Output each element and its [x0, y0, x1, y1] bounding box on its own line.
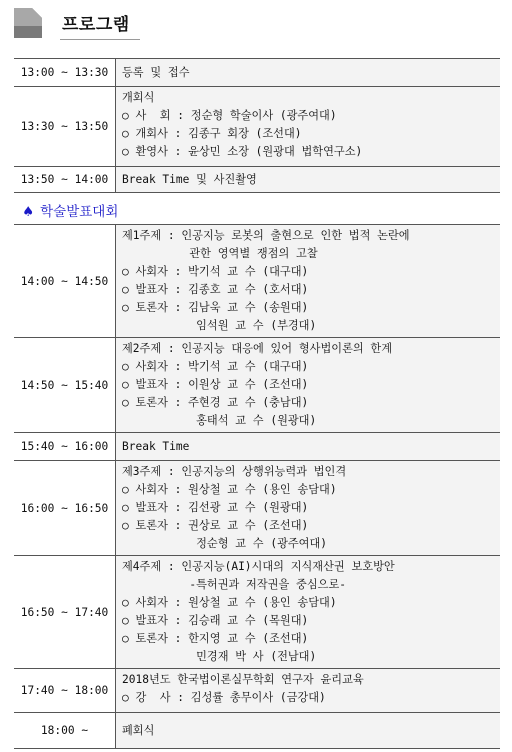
description-line: 관한 영역별 쟁점의 고찰 — [122, 247, 318, 260]
description-line: 홍태석 교 수 (원광대) — [122, 414, 317, 427]
description-line: Break Time — [122, 439, 190, 453]
description-cell — [116, 713, 501, 749]
description-cell — [116, 338, 501, 433]
description-line: ○ 사회자 : 박기석 교 수 (대구대) — [122, 265, 309, 278]
description-line: 임석원 교 수 (부경대) — [122, 319, 317, 332]
description-cell — [116, 556, 501, 669]
time-cell: 15:40 ~ 16:00 — [14, 433, 116, 461]
schedule-row — [14, 338, 500, 433]
description-line: 등록 및 접수 — [122, 65, 190, 79]
time-cell: 13:50 ~ 14:00 — [14, 167, 116, 193]
description-line: ○ 환영사 : 윤상민 소장 (원광대 법학연구소) — [122, 145, 363, 158]
description-cell — [116, 59, 501, 87]
schedule-row — [14, 669, 500, 713]
time-cell: 14:50 ~ 15:40 — [14, 338, 116, 433]
description-line: ○ 발표자 : 김선광 교 수 (원광대) — [122, 501, 309, 514]
header-badge-icon — [10, 6, 44, 40]
schedule-table-opening — [14, 58, 500, 193]
schedule-row — [14, 433, 500, 461]
time-cell: 13:30 ~ 13:50 — [14, 87, 116, 167]
description-line: -특허권과 저작권을 중심으로- — [122, 578, 346, 591]
description-line: 정순형 교 수 (광주여대) — [122, 537, 328, 550]
description-line: ○ 발표자 : 김종호 교 수 (호서대) — [122, 283, 309, 296]
description-cell — [116, 87, 501, 167]
program-header — [10, 6, 500, 40]
description-line: ○ 토론자 : 김남욱 교 수 (송원대) — [122, 301, 309, 314]
spade-icon: ♠ — [22, 204, 35, 220]
description-line: 제3주제 : 인공지능의 상행위능력과 법인격 — [122, 465, 347, 478]
time-cell: 16:50 ~ 17:40 — [14, 556, 116, 669]
description-line: ○ 사 회 : 정순형 학술이사 (광주여대) — [122, 109, 337, 122]
description-line: ○ 발표자 : 김승래 교 수 (목원대) — [122, 614, 309, 627]
schedule-row — [14, 713, 500, 749]
description-line: Break Time 및 사진촬영 — [122, 172, 257, 186]
header-underline — [60, 39, 140, 40]
description-line: 개회식 — [122, 91, 155, 104]
time-cell: 17:40 ~ 18:00 — [14, 669, 116, 713]
section-title: 학술발표대회 — [40, 204, 119, 220]
schedule-row — [14, 87, 500, 167]
schedule-row — [14, 461, 500, 556]
schedule-row — [14, 59, 500, 87]
description-line: ○ 강 사 : 김성률 총무이사 (금강대) — [122, 691, 326, 704]
time-cell: 13:00 ~ 13:30 — [14, 59, 116, 87]
description-line: 민경재 박 사 (전남대) — [122, 650, 317, 663]
description-line: ○ 토론자 : 주현경 교 수 (충남대) — [122, 396, 309, 409]
page-title: 프로그램 — [62, 15, 130, 35]
description-line: ○ 사회자 : 박기석 교 수 (대구대) — [122, 360, 309, 373]
description-line: 폐회식 — [122, 723, 155, 737]
schedule-row — [14, 556, 500, 669]
description-cell — [116, 433, 501, 461]
time-cell: 14:00 ~ 14:50 — [14, 225, 116, 338]
description-cell — [116, 461, 501, 556]
description-line: ○ 사회자 : 원상철 교 수 (용인 송담대) — [122, 483, 337, 496]
time-cell: 18:00 ~ — [14, 713, 116, 749]
description-cell — [116, 225, 501, 338]
schedule-row — [14, 225, 500, 338]
description-line: ○ 토론자 : 한지영 교 수 (조선대) — [122, 632, 309, 645]
description-line: ○ 토론자 : 권상로 교 수 (조선대) — [122, 519, 309, 532]
description-line: 2018년도 한국법이론실무학회 연구자 윤리교육 — [122, 673, 364, 686]
description-line: 제1주제 : 인공지능 로봇의 출현으로 인한 법적 논란에 — [122, 229, 410, 242]
description-line: ○ 개회사 : 김종구 회장 (조선대) — [122, 127, 302, 140]
section-heading — [22, 200, 118, 220]
description-line: 제2주제 : 인공지능 대응에 있어 형사법이론의 한계 — [122, 342, 393, 355]
schedule-table-sessions — [14, 224, 500, 749]
time-cell: 16:00 ~ 16:50 — [14, 461, 116, 556]
description-cell — [116, 669, 501, 713]
description-line: ○ 사회자 : 원상철 교 수 (용인 송담대) — [122, 596, 337, 609]
schedule-row — [14, 167, 500, 193]
description-cell — [116, 167, 501, 193]
description-line: ○ 발표자 : 이원상 교 수 (조선대) — [122, 378, 309, 391]
description-line: 제4주제 : 인공지능(AI)시대의 지식재산권 보호방안 — [122, 560, 395, 573]
